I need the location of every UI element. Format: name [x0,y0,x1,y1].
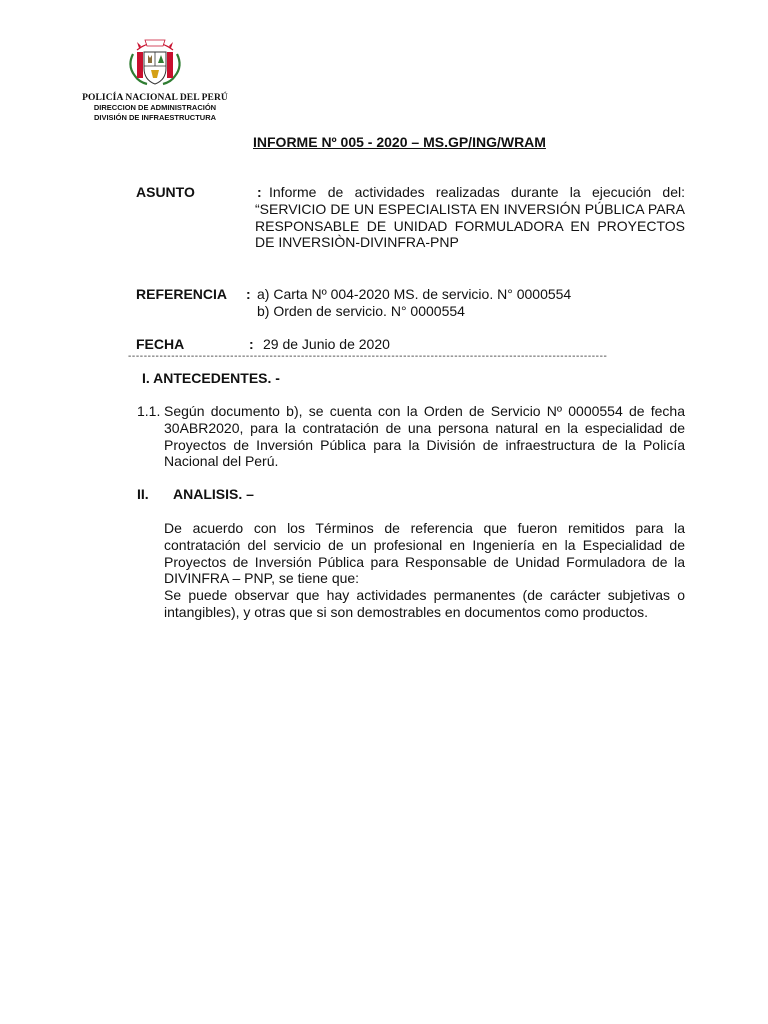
directorate-name: DIRECCION DE ADMINISTRACIÓN [93,103,217,112]
section-1-heading: I. ANTECEDENTES. - [142,370,280,386]
asunto-colon: : [257,184,262,200]
letterhead [60,32,250,123]
asunto-text: Informe de actividades realizadas durante la ejecución del: “SERVICIO DE UN ESPECIALISTA EN INVERSIÓN PÚBLICA PARA RESPONSABLE DE UNIDAD FORMULADORA EN PROYECTOS DE INVERSIÒN-DIVINFRA-PNP [255,184,685,251]
section-2-heading: ANALISIS. – [173,486,254,502]
coat-of-arms-icon [125,32,185,92]
referencia-item-b: b) Orden de servicio. N° 0000554 [257,302,465,319]
report-title: INFORME Nº 005 - 2020 – MS.GP/ING/WRAM [253,134,546,150]
section-2-body [164,520,685,621]
item-1-1-number: 1.1. [137,403,161,419]
section-2-number: II. [137,486,149,502]
referencia-colon: : [246,286,251,302]
fecha-colon: : [249,336,254,352]
asunto-label: ASUNTO [136,184,195,200]
fecha-label: FECHA [136,336,185,352]
division-name: DIVISIÓN DE INFRAESTRUCTURA [93,113,217,122]
referencia-item-a: a) Carta Nº 004-2020 MS. de servicio. N° 0000554 [257,286,572,302]
referencia-list [257,286,687,320]
analysis-paragraph-1: De acuerdo con los Términos de referencia que fueron remitidos para la contratación del servicio de un profesional en Ingeniería en la Especialidad de Proyectos de Inversión Pública para Responsable de Unidad Formuladora de la DIVINFRA – PNP, se tiene que: [164,520,685,587]
item-1-1-text: Según documento b), se cuenta con la Orden de Servicio Nº 0000554 de fecha 30ABR2020, para la contratación de una persona natural en la especialidad de Proyectos de Inversión Pública para la División de infraestructura de la Policía Nacional del Perú. [164,403,685,470]
analysis-paragraph-2: Se puede observar que hay actividades permanentes (de carácter subjetivas o intangibles), y otras que si son demostrables en documentos como productos. [164,587,685,620]
organization-name: POLICÍA NACIONAL DEL PERÚ [82,93,228,103]
referencia-label: REFERENCIA [136,286,228,302]
fecha-value: 29 de Junio de 2020 [263,336,390,352]
separator-line: -------------------------------------------------------------------------------------------------------------------------- [128,352,608,362]
